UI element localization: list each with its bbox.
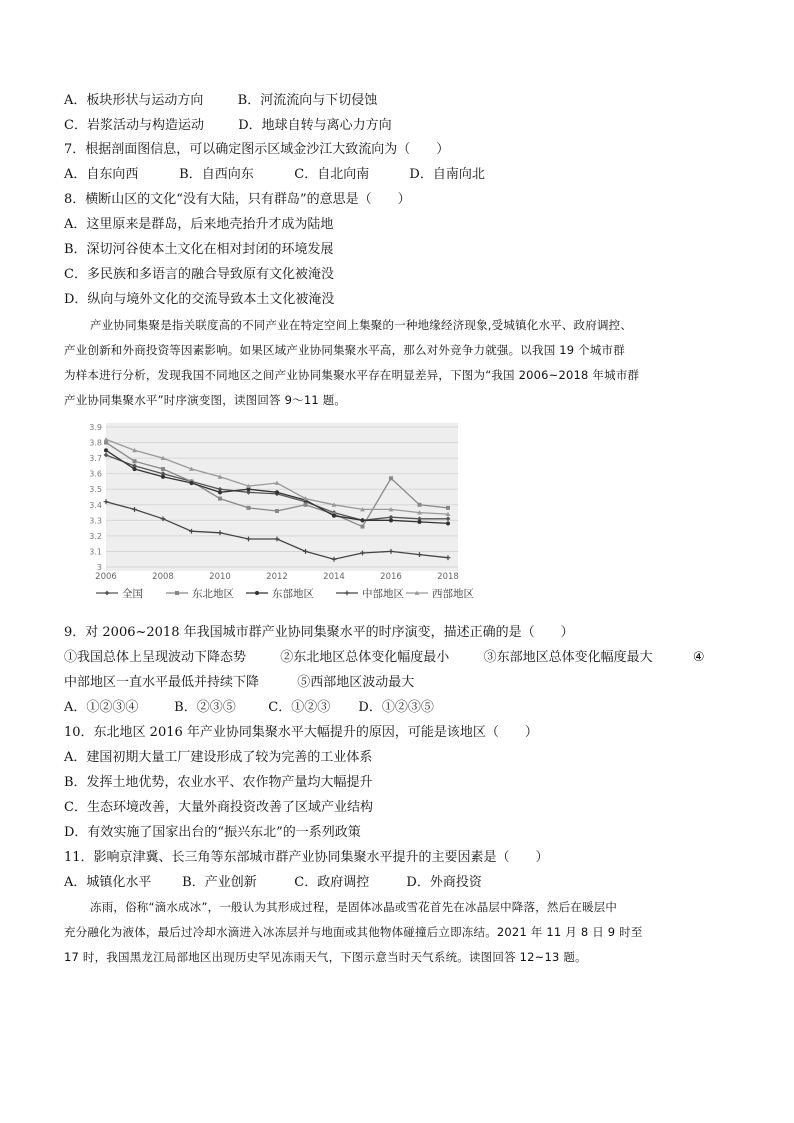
q9-option-d: D．①②③⑤: [358, 700, 434, 715]
q10-stem: 10．东北地区 2016 年产业协同集聚水平大幅提升的原因，可能是该地区（ ）: [64, 725, 538, 740]
data-point: [189, 481, 193, 485]
q8-option-c: C．多民族和多语言的融合导致原有文化被淹没: [64, 267, 334, 282]
q9-statements-line-1: [64, 649, 705, 667]
data-point: [275, 490, 279, 494]
passage-freezing-rain: [64, 895, 732, 970]
chart-svg: [88, 421, 474, 611]
legend-label: 东部地区: [272, 588, 314, 600]
q6-options-cd: [64, 117, 392, 135]
x-tick-label: 2012: [266, 572, 288, 582]
passage-industry-line-1: 产业协同集聚是指关联度高的不同产业在特定空间上集聚的一种地缘经济现象,受城镇化水平、政府调控、: [90, 318, 633, 332]
data-point: [446, 521, 450, 525]
q9-option-a: A．①②③④: [64, 700, 139, 715]
q7-option-a: A．自东向西: [64, 167, 139, 182]
passage-freezing-rain-line-3: 17 时，我国黑龙江局部地区出现历史罕见冻雨天气，下图示意当时天气系统。读图回答 12~13 题。: [64, 950, 587, 964]
legend-label: 中部地区: [362, 588, 404, 600]
x-tick-label: 2008: [152, 572, 174, 582]
y-tick-label: 3: [96, 563, 102, 572]
industry-agglomeration-chart: [88, 421, 474, 611]
q9-statement-4: 中部地区一直水平最低并持续下降: [64, 675, 260, 690]
y-tick-label: 3.3: [89, 516, 102, 526]
data-point: [389, 518, 393, 522]
data-point: [417, 520, 421, 524]
y-tick-label: 3.1: [89, 547, 102, 557]
passage-industry-line-4: 产业协同集聚水平”时序演变图，读图回答 9～11 题。: [64, 393, 347, 407]
legend-label: 西部地区: [432, 588, 474, 600]
x-tick-label: 2014: [323, 572, 345, 582]
data-point: [446, 506, 450, 510]
q11-option-c: C．政府调控: [294, 875, 370, 890]
q9-statement-5: ⑤西部地区波动最大: [297, 675, 415, 690]
q9-options: [64, 699, 434, 717]
x-tick-label: 2006: [95, 572, 117, 582]
y-tick-label: 3.2: [89, 531, 102, 541]
q8-option-b: B．深切河谷使本土文化在相对封闭的环境发展: [64, 242, 334, 257]
q7-option-b: B．自西向东: [179, 167, 254, 182]
q11-option-a: A．城镇化水平: [64, 875, 152, 890]
q9-statements-line-2: [64, 674, 414, 692]
data-point: [247, 506, 251, 510]
data-point: [389, 476, 393, 480]
q9-statement-1: ①我国总体上呈现波动下降态势: [64, 650, 247, 665]
q11-option-b: B．产业创新: [182, 875, 257, 890]
q6-option-b: B．河流流向与下切侵蚀: [237, 93, 378, 108]
plot-area: [106, 423, 458, 571]
passage-industry: [64, 313, 732, 413]
y-tick-label: 3.5: [89, 485, 102, 495]
q10-option-d: D．有效实施了国家出台的“振兴东北”的一系列政策: [64, 825, 361, 840]
x-tick-label: 2016: [380, 572, 402, 582]
q7-options: [64, 166, 485, 184]
data-point: [161, 475, 165, 479]
q9-option-c: C．①②③: [268, 700, 331, 715]
passage-freezing-rain-line-2: 充分融化为液体，最后过冷却水滴进入冰冻层并与地面或其他物体碰撞后立即冻结。2021 年 11 月 8 日 9 时至: [64, 925, 643, 939]
q8-option-a: A．这里原来是群岛，后来地壳抬升才成为陆地: [64, 217, 334, 232]
data-point: [218, 490, 222, 494]
q11-option-d: D．外商投资: [406, 875, 482, 890]
q8-stem: 8．横断山区的文化“没有大陆，只有群岛”的意思是（ ）: [64, 192, 411, 207]
q6-options-ab: [64, 92, 377, 110]
q11-stem: 11．影响京津冀、长三角等东部城市群产业协同集聚水平提升的主要因素是（ ）: [64, 850, 549, 865]
q7-stem: 7．根据剖面图信息，可以确定图示区域金沙江大致流向为（ ）: [64, 142, 450, 157]
q7-option-d: D．自南向北: [409, 167, 485, 182]
legend-label: 全国: [122, 588, 143, 600]
q6-option-d: D．地球自转与离心力方向: [238, 118, 392, 133]
q9-statement-2: ②东北地区总体变化幅度最小: [280, 650, 450, 665]
data-point: [304, 503, 308, 507]
q8-option-d: D．纵向与境外文化的交流导致本土文化被淹没: [64, 292, 335, 307]
y-tick-label: 3.4: [89, 500, 102, 510]
data-point: [218, 497, 222, 501]
data-point: [132, 467, 136, 471]
data-point: [104, 448, 108, 452]
q11-options: [64, 874, 482, 892]
x-tick-label: 2010: [209, 572, 231, 582]
data-point: [275, 509, 279, 513]
data-point: [360, 518, 364, 522]
passage-industry-line-2: 产业创新和外商投资等因素影响。如果区域产业协同集聚水平高，那么对外竞争力就强。以我国 19 个城市群: [64, 343, 625, 357]
data-point: [133, 459, 137, 463]
y-tick-label: 3.8: [89, 438, 102, 448]
data-point: [361, 525, 365, 529]
q7-option-c: C．自北向南: [294, 167, 370, 182]
data-point: [332, 514, 336, 518]
q9-option-b: B．②③⑤: [174, 700, 236, 715]
y-tick-label: 3.7: [89, 454, 102, 464]
y-tick-label: 3.9: [89, 423, 102, 432]
data-point: [161, 467, 165, 471]
passage-industry-line-3: 为样本进行分析，发现我国不同地区之间产业协同集聚水平存在明显差异，下图为“我国 2006~2018 年城市群: [64, 368, 640, 382]
q6-option-c: C．岩浆活动与构造运动: [64, 118, 204, 133]
q9-stem: 9．对 2006~2018 年我国城市群产业协同集聚水平的时序演变，描述正确的是（ ）: [64, 625, 574, 640]
passage-freezing-rain-line-1: 冻雨，俗称“滴水成冰”，一般认为其形成过程，是固体冰晶或雪花首先在冰晶层中降落，然后在暖层中: [90, 900, 618, 914]
legend-label: 东北地区: [192, 588, 234, 600]
data-point: [418, 503, 422, 507]
legend-swatch-marker: [255, 591, 259, 595]
q9-statement-4-marker: ④: [692, 650, 705, 665]
y-tick-label: 3.6: [89, 469, 102, 479]
q6-option-a: A．板块形状与运动方向: [64, 93, 204, 108]
q10-option-b: B．发挥土地优势，农业水平、农作物产量均大幅提升: [64, 775, 373, 790]
q9-statement-3: ③东部地区总体变化幅度最大: [483, 650, 653, 665]
x-tick-label: 2018: [437, 572, 459, 582]
q10-option-a: A．建国初期大量工厂建设形成了较为完善的工业体系: [64, 750, 373, 765]
q10-option-c: C．生态环境改善，大量外商投资改善了区域产业结构: [64, 800, 373, 815]
legend-swatch-marker: [175, 591, 179, 595]
